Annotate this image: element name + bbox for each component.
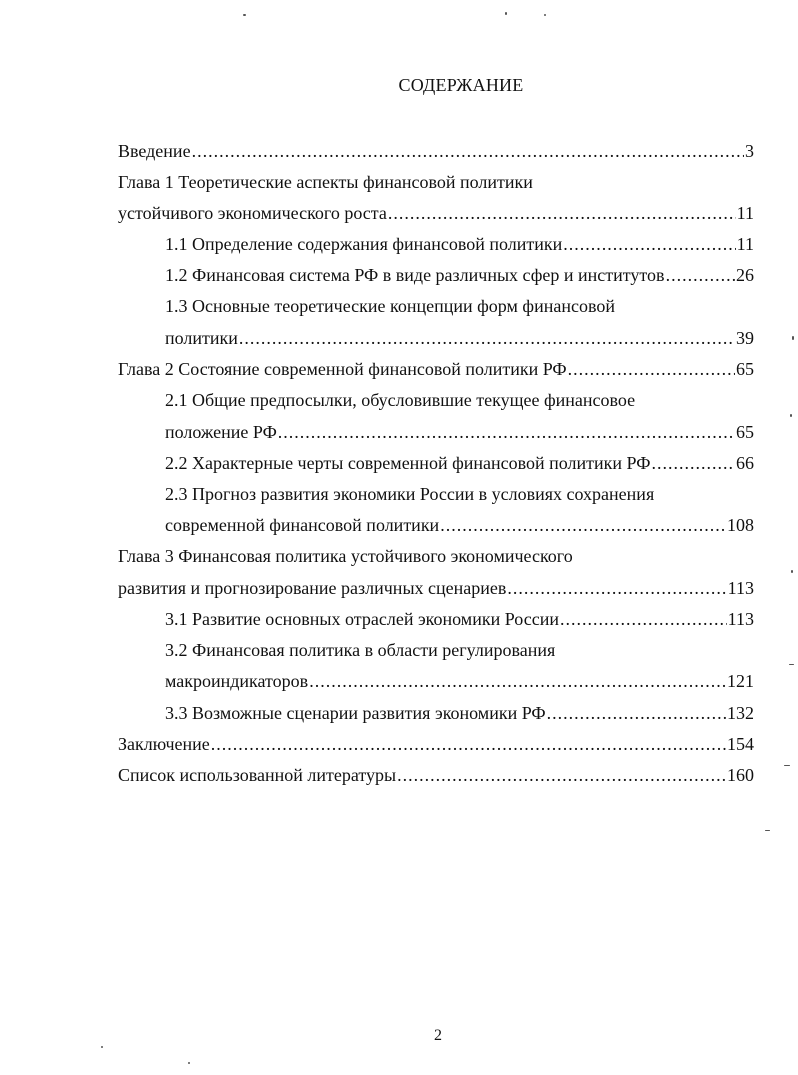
toc-entry-1-3 <box>165 327 754 349</box>
leader-dots <box>507 577 726 599</box>
toc-entry-text: Заключение <box>118 734 210 754</box>
toc-entry-2-1-line1: 2.1 Общие предпосылки, обусловившие текущее финансовое <box>165 390 636 410</box>
toc-entry-2-3 <box>165 514 754 536</box>
toc-entry-page: 113 <box>727 609 754 629</box>
scan-speck <box>765 830 770 831</box>
leader-dots <box>278 421 735 443</box>
toc-entry-page: 11 <box>736 203 754 223</box>
toc-entry-2-1 <box>165 421 754 443</box>
leader-dots <box>666 264 735 286</box>
leader-dots <box>440 514 726 536</box>
toc-entry-text: развития и прогнозирование различных сценариев <box>118 578 507 598</box>
document-title: СОДЕРЖАНИЕ <box>398 75 524 95</box>
toc-entry-intro <box>118 140 754 162</box>
toc-entry-page: 65 <box>736 359 754 379</box>
toc-entry-ch1 <box>118 202 754 224</box>
toc-entry-text: макроиндикаторов <box>165 671 309 691</box>
toc-entry-page: 154 <box>727 734 754 754</box>
toc-entry-ch3-line1: Глава 3 Финансовая политика устойчивого экономического <box>118 546 573 566</box>
toc-entry-ch1-line1: Глава 1 Теоретические аспекты финансовой политики <box>118 172 533 192</box>
toc-entry-page: 3 <box>745 141 754 161</box>
scan-speck <box>784 765 790 766</box>
leader-dots <box>560 608 727 630</box>
scan-speck <box>243 14 246 16</box>
scan-speck <box>101 1046 103 1048</box>
leader-dots <box>239 327 735 349</box>
scan-speck <box>544 14 546 16</box>
leader-dots <box>563 233 735 255</box>
toc-entry-2-3-line1: 2.3 Прогноз развития экономики России в условиях сохранения <box>165 484 655 504</box>
scan-speck <box>188 1062 190 1064</box>
toc-entry-ch2 <box>118 358 754 380</box>
toc-entry-text: 1.1 Определение содержания финансовой политики <box>165 234 563 254</box>
leader-dots <box>211 733 726 755</box>
toc-entry-text: Список использованной литературы <box>118 765 397 785</box>
toc-entry-1-2 <box>165 264 754 286</box>
toc-entry-text: положение РФ <box>165 422 277 442</box>
toc-entry-page: 26 <box>736 265 754 285</box>
toc-entry-3-3 <box>165 702 754 724</box>
scan-speck <box>791 570 793 573</box>
scan-speck <box>505 12 507 15</box>
leader-dots <box>192 140 744 162</box>
toc-entry-conclusion <box>118 733 754 755</box>
toc-entry-text: Введение <box>118 141 191 161</box>
toc-entry-3-2-line1: 3.2 Финансовая политика в области регулирования <box>165 640 556 660</box>
toc-entry-page: 39 <box>736 328 754 348</box>
toc-entry-3-1 <box>165 608 754 630</box>
toc-entry-ch3 <box>118 577 754 599</box>
toc-entry-page: 113 <box>727 578 754 598</box>
toc-entry-page: 66 <box>736 453 754 473</box>
toc-entry-references <box>118 764 754 786</box>
toc-entry-text: 3.3 Возможные сценарии развития экономики РФ <box>165 703 546 723</box>
toc-entry-text: Глава 2 Состояние современной финансовой политики РФ <box>118 359 567 379</box>
toc-entry-1-1 <box>165 233 754 255</box>
toc-entry-text: устойчивого экономического роста <box>118 203 387 223</box>
toc-entry-2-2 <box>165 452 754 474</box>
leader-dots <box>388 202 736 224</box>
scan-speck <box>792 336 794 340</box>
leader-dots <box>547 702 726 724</box>
scan-speck <box>790 414 792 417</box>
page-number: 2 <box>434 1027 442 1044</box>
leader-dots <box>397 764 726 786</box>
scan-speck <box>789 664 794 665</box>
leader-dots <box>309 670 726 692</box>
toc-entry-page: 121 <box>727 671 754 691</box>
leader-dots <box>568 358 735 380</box>
leader-dots <box>651 452 735 474</box>
toc-entry-text: политики <box>165 328 238 348</box>
toc-entry-page: 132 <box>727 703 754 723</box>
toc-entry-3-2 <box>165 670 754 692</box>
toc-entry-page: 65 <box>736 422 754 442</box>
toc-entry-1-3-line1: 1.3 Основные теоретические концепции форм финансовой <box>165 296 615 316</box>
toc-entry-page: 160 <box>727 765 754 785</box>
toc-entry-text: современной финансовой политики <box>165 515 440 535</box>
toc-entry-text: 2.2 Характерные черты современной финансовой политики РФ <box>165 453 651 473</box>
toc-entry-page: 108 <box>727 515 754 535</box>
toc-entry-text: 3.1 Развитие основных отраслей экономики России <box>165 609 559 629</box>
toc-entry-text: 1.2 Финансовая система РФ в виде различных сфер и институтов <box>165 265 665 285</box>
toc-entry-page: 11 <box>736 234 754 254</box>
